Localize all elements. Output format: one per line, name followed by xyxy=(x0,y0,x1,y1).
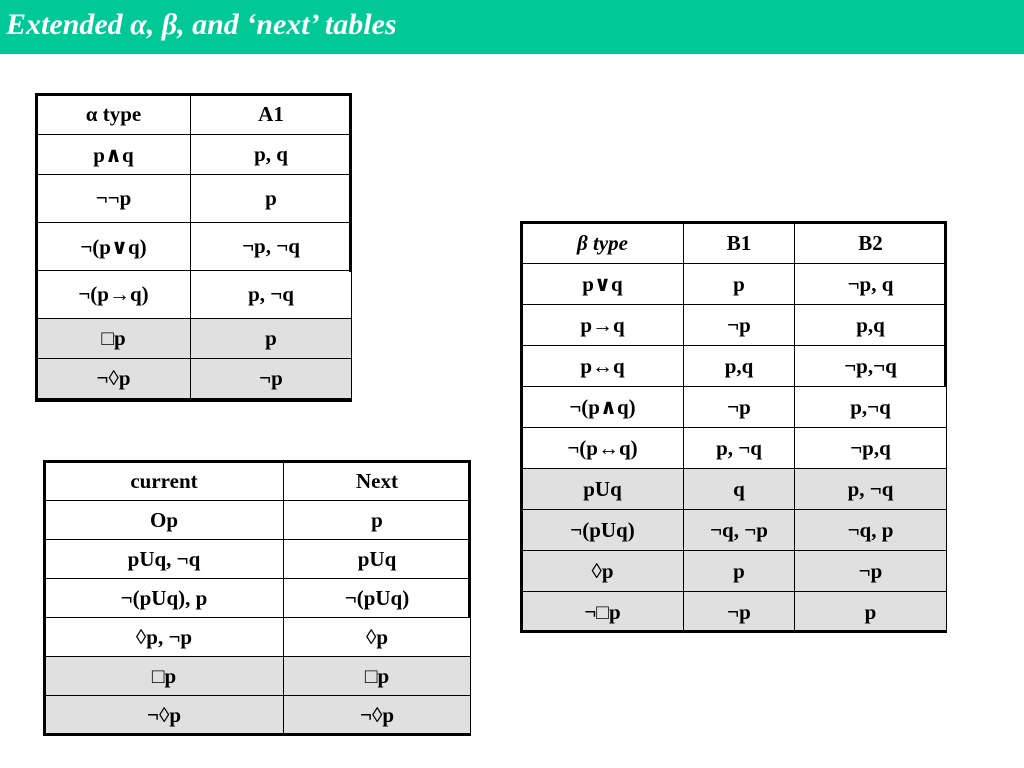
table-cell: ¬¬p xyxy=(37,175,191,223)
table-cell: ¬q, ¬p xyxy=(684,510,795,551)
table-cell: p xyxy=(284,501,471,540)
table-cell: ¬(p↔q) xyxy=(522,428,684,469)
table-cell: ¬◊p xyxy=(45,696,284,735)
table-header-row xyxy=(522,223,947,264)
table-row xyxy=(37,135,352,175)
table-cell: p, ¬q xyxy=(795,469,947,510)
table-row xyxy=(522,469,947,510)
table-cell: ¬p,¬q xyxy=(795,346,947,387)
next-header: Next xyxy=(284,462,471,501)
table-cell: pUq xyxy=(522,469,684,510)
a1-header: A1 xyxy=(191,95,352,135)
table-cell: p, q xyxy=(191,135,352,175)
table-cell: ◊p xyxy=(522,551,684,592)
table-row xyxy=(45,618,471,657)
table-cell: q xyxy=(684,469,795,510)
table-row xyxy=(37,271,352,319)
table-cell: p↔q xyxy=(522,346,684,387)
table-row xyxy=(45,657,471,696)
table-row xyxy=(45,696,471,735)
table-cell: ¬p xyxy=(684,592,795,633)
table-cell: ¬p xyxy=(684,305,795,346)
table-cell: ¬◊p xyxy=(37,359,191,399)
table-row xyxy=(37,175,352,223)
b1-header: B1 xyxy=(684,223,795,264)
table-cell: p xyxy=(191,319,352,359)
table-cell: p, ¬q xyxy=(684,428,795,469)
b2-header: B2 xyxy=(795,223,947,264)
table-cell: p∨q xyxy=(522,264,684,305)
table-cell: □p xyxy=(284,657,471,696)
table-cell: ¬(pUq) xyxy=(522,510,684,551)
table-cell: ¬◊p xyxy=(284,696,471,735)
table-cell: ◊p xyxy=(284,618,471,657)
alpha-table xyxy=(36,94,352,399)
table-row xyxy=(45,540,471,579)
table-cell: ¬p xyxy=(684,387,795,428)
table-cell: p∧q xyxy=(37,135,191,175)
table-row xyxy=(37,223,352,271)
table-cell: p,q xyxy=(684,346,795,387)
table-row xyxy=(37,359,352,399)
table-row xyxy=(45,501,471,540)
table-cell: pUq xyxy=(284,540,471,579)
table-header-row xyxy=(37,95,352,135)
alpha-type-header: α type xyxy=(37,95,191,135)
table-cell: p,¬q xyxy=(795,387,947,428)
table-row xyxy=(522,387,947,428)
table-row xyxy=(37,319,352,359)
table-row xyxy=(522,510,947,551)
next-table xyxy=(44,461,471,735)
table-cell: ¬p, ¬q xyxy=(191,223,352,271)
table-cell: ¬(p∨q) xyxy=(37,223,191,271)
table-cell: p xyxy=(191,175,352,223)
table-cell: ¬□p xyxy=(522,592,684,633)
table-cell: ¬p xyxy=(795,551,947,592)
table-cell: p xyxy=(684,264,795,305)
table-cell: pUq, ¬q xyxy=(45,540,284,579)
table-cell: p,q xyxy=(795,305,947,346)
table-row xyxy=(522,264,947,305)
table-cell: p, ¬q xyxy=(191,271,352,319)
table-cell: ¬(pUq), p xyxy=(45,579,284,618)
title-bar xyxy=(0,0,1024,54)
table-cell: ¬p, q xyxy=(795,264,947,305)
beta-table xyxy=(521,222,947,633)
current-header: current xyxy=(45,462,284,501)
table-cell: ◊p, ¬p xyxy=(45,618,284,657)
table-row xyxy=(522,428,947,469)
table-cell: □p xyxy=(45,657,284,696)
table-cell: ¬(pUq) xyxy=(284,579,471,618)
table-cell: ¬(p∧q) xyxy=(522,387,684,428)
table-header-row xyxy=(45,462,471,501)
table-row xyxy=(522,551,947,592)
table-cell: p→q xyxy=(522,305,684,346)
table-cell: ¬p xyxy=(191,359,352,399)
table-row xyxy=(45,579,471,618)
table-cell: p xyxy=(684,551,795,592)
table-row xyxy=(522,592,947,633)
table-cell: ¬q, p xyxy=(795,510,947,551)
table-row xyxy=(522,305,947,346)
table-row xyxy=(522,346,947,387)
table-cell: Op xyxy=(45,501,284,540)
beta-type-header: β type xyxy=(522,223,684,264)
table-cell: ¬(p→q) xyxy=(37,271,191,319)
table-cell: p xyxy=(795,592,947,633)
table-cell: □p xyxy=(37,319,191,359)
table-cell: ¬p,q xyxy=(795,428,947,469)
slide-title: Extended α, β, and ‘next’ tables xyxy=(6,8,397,41)
